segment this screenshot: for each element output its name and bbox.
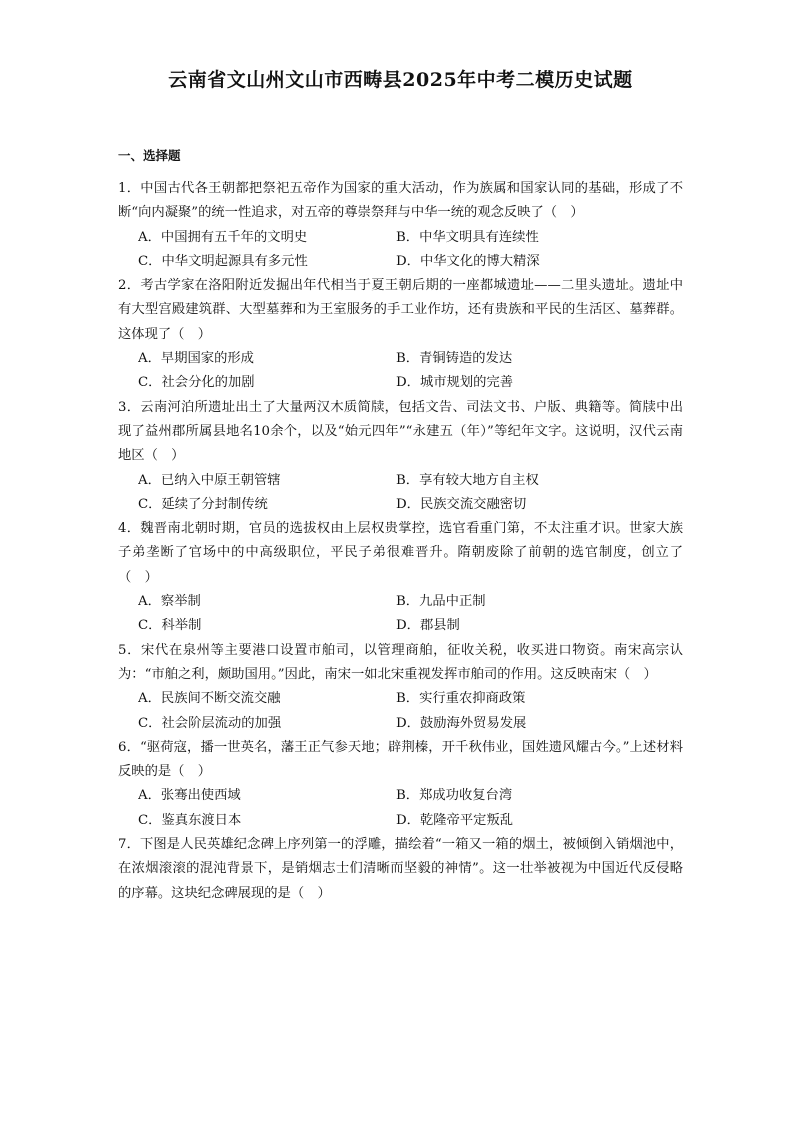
option-c[interactable]: C．社会分化的加剧: [138, 375, 255, 391]
question-list: [118, 177, 683, 906]
question-options: [118, 784, 683, 833]
option-a[interactable]: A．民族间不断交流交融: [138, 691, 281, 707]
option-c[interactable]: C．社会阶层流动的加强: [138, 715, 282, 731]
option-d[interactable]: D．中华文化的博大精深: [396, 253, 540, 269]
question-stem: 3．云南河泊所遗址出土了大量两汉木质简牍，包括文告、司法文书、户版、典籍等。简牍中出现了益州郡所属县地名10余个，以及“始元四年”“永建五（年）”等纪年文字。这说明，汉代云南地区（ ）: [118, 399, 683, 464]
option-d[interactable]: D．鼓励海外贸易发展: [396, 715, 527, 731]
page-title: 云南省文山州文山市西畴县2025年中考二模历史试题: [168, 69, 633, 91]
question-options: [118, 347, 683, 396]
question-stem: 2．考古学家在洛阳附近发掘出年代相当于夏王朝后期的一座都城遗址——二里头遗址。遗址中有大型宫殿建筑群、大型墓葬和为王室服务的手工业作坊，还有贵族和平民的生活区、墓葬群。这体现了（ ）: [118, 278, 683, 342]
option-c[interactable]: C．中华文明起源具有多元性: [138, 253, 308, 269]
option-b[interactable]: B．实行重农抑商政策: [396, 691, 526, 707]
option-a[interactable]: A．中国拥有五千年的文明史: [138, 229, 308, 245]
option-b[interactable]: B．享有较大地方自主权: [396, 472, 539, 488]
option-c[interactable]: C．延续了分封制传统: [138, 496, 268, 512]
question-options: [118, 226, 683, 275]
question-stem: 7．下图是人民英雄纪念碑上序列第一的浮雕，描绘着“一箱又一箱的烟土，被倾倒入销烟池中，在浓烟滚滚的混沌背景下，是销烟志士们清晰而坚毅的神情”。这一壮举被视为中国近代反侵略的序幕。这块纪念碑展现的是（ ）: [118, 837, 683, 901]
question-stem: 4．魏晋南北朝时期，官员的选拔权由上层权贵掌控，选官看重门第，不太注重才识。世家大族子弟垄断了官场中的中高级职位，平民子弟很难晋升。隋朝废除了前朝的选官制度，创立了（ ）: [118, 521, 683, 585]
option-a[interactable]: A．张骞出使西域: [138, 788, 241, 804]
option-d[interactable]: D．乾隆帝平定叛乱: [396, 812, 514, 828]
option-b[interactable]: B．中华文明具有连续性: [396, 229, 539, 245]
option-c[interactable]: C．鉴真东渡日本: [138, 812, 242, 828]
question-stem: 1．中国古代各王朝都把祭祀五帝作为国家的重大活动，作为族属和国家认同的基础，形成了不断“向内凝聚”的统一性追求，对五帝的尊崇祭拜与中华一统的观念反映了（ ）: [118, 181, 683, 221]
question-7: [118, 833, 683, 906]
question-6: [118, 736, 683, 833]
option-a[interactable]: A．已纳入中原王朝管辖: [138, 472, 281, 488]
question-options: [118, 590, 683, 639]
option-b[interactable]: B．郑成功收复台湾: [396, 788, 513, 804]
question-stem: 6．“驱荷寇，播一世英名，藩王正气参天地；辟荆榛，开千秋伟业，国姓遗风耀古今。”上述材料反映的是（ ）: [118, 739, 683, 780]
section-heading: 一、选择题: [118, 148, 181, 163]
option-d[interactable]: D．民族交流交融密切: [396, 496, 527, 512]
option-a[interactable]: A．察举制: [138, 594, 201, 610]
question-stem: 5．宋代在泉州等主要港口设置市舶司，以管理商舶，征收关税，收买进口物资。南宋高宗认为：“市舶之利，颇助国用。”因此，南宋一如北宋重视发挥市舶司的作用。这反映南宋（ ）: [118, 642, 683, 682]
question-2: [118, 274, 683, 395]
question-options: [118, 687, 683, 736]
option-a[interactable]: A．早期国家的形成: [138, 351, 254, 367]
option-d[interactable]: D．城市规划的完善: [396, 375, 514, 391]
question-1: [118, 177, 683, 274]
option-c[interactable]: C．科举制: [138, 618, 202, 634]
question-3: [118, 396, 683, 517]
question-4: [118, 517, 683, 638]
option-b[interactable]: B．青铜铸造的发达: [396, 351, 513, 367]
question-5: [118, 639, 683, 736]
option-d[interactable]: D．郡县制: [396, 618, 460, 634]
option-b[interactable]: B．九品中正制: [396, 594, 486, 610]
question-options: [118, 469, 683, 518]
